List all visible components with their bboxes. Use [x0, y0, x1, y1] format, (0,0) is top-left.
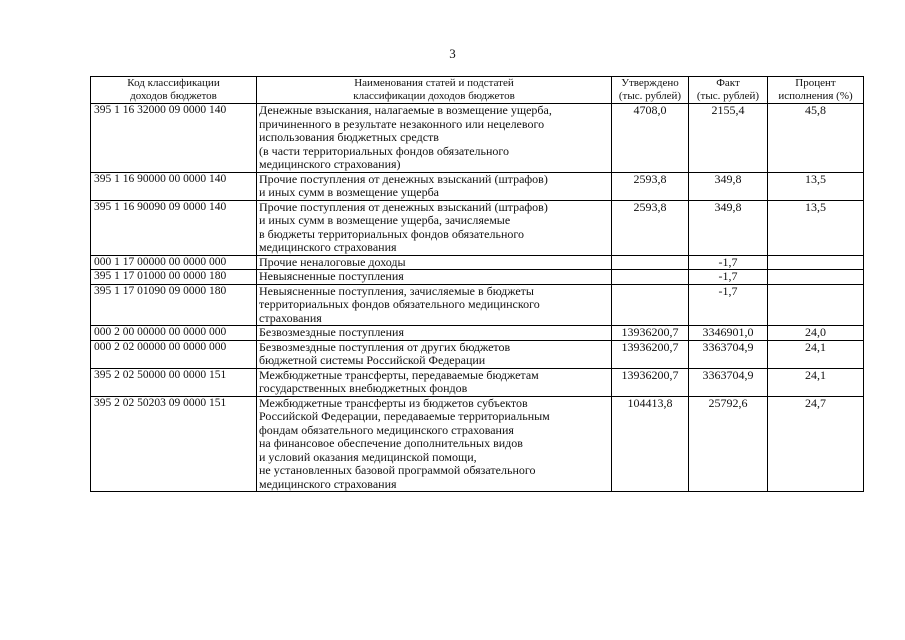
header-fact-line: (тыс. рублей)	[696, 90, 760, 102]
header-fact	[689, 77, 768, 104]
table-row	[91, 340, 864, 368]
cell-name-line: и иных сумм в возмещение ущерба	[259, 185, 439, 199]
cell-name-line: территориальных фондов обязательного медицинского	[259, 297, 540, 311]
cell-name-line: Безвозмездные поступления от других бюджетов	[259, 339, 511, 354]
cell-name-line: бюджетной системы Российской Федерации	[259, 353, 486, 367]
cell-code: 395 1 17 01000 00 0000 180	[91, 270, 257, 285]
cell-approved: 2593,8	[612, 200, 689, 255]
table-row	[91, 200, 864, 255]
table-row	[91, 284, 864, 326]
cell-name-line: и иных сумм в возмещение ущерба, зачисляемые	[259, 213, 511, 227]
cell-name-line: Российской Федерации, передаваемые территориальным	[259, 409, 550, 423]
cell-approved: 4708,0	[612, 104, 689, 173]
cell-approved: 13936200,7	[612, 326, 689, 341]
header-approved	[612, 77, 689, 104]
cell-name-line: и условий оказания медицинской помощи,	[259, 449, 477, 464]
cell-fact: 349,8	[689, 172, 768, 200]
cell-approved: 104413,8	[612, 396, 689, 492]
cell-name	[257, 172, 612, 200]
cell-name	[257, 396, 612, 492]
cell-percent	[768, 255, 864, 270]
header-name-line: Наименования статей и подстатей	[354, 77, 514, 89]
cell-name-line: Прочие поступления от денежных взысканий (штрафов)	[259, 199, 548, 214]
cell-name-line: страхования	[259, 310, 322, 325]
cell-name-line: Невыясненные поступления, зачисляемые в бюджеты	[259, 283, 534, 298]
cell-name-line: государственных внебюджетных фондов	[259, 381, 468, 395]
cell-name-line: в бюджеты территориальных фондов обязательного	[259, 226, 525, 241]
cell-code: 395 1 16 90090 09 0000 140	[91, 200, 257, 255]
cell-name-line: на финансовое обеспечение дополнительных видов	[259, 436, 523, 450]
cell-name	[257, 284, 612, 326]
cell-percent: 24,1	[768, 368, 864, 396]
cell-code: 000 2 00 00000 00 0000 000	[91, 326, 257, 341]
cell-name-line: Межбюджетные трансферты из бюджетов субъектов	[259, 395, 528, 410]
cell-name	[257, 200, 612, 255]
cell-name	[257, 326, 612, 341]
header-name	[257, 77, 612, 104]
header-percent	[768, 77, 864, 104]
header-percent-line: исполнения (%)	[778, 90, 853, 102]
cell-percent	[768, 270, 864, 285]
header-code-line: доходов бюджетов	[130, 90, 217, 102]
header-fact-line: Факт	[716, 77, 740, 89]
cell-approved: 2593,8	[612, 172, 689, 200]
cell-name-line: медицинского страхования)	[259, 157, 401, 171]
table-body	[91, 104, 864, 492]
cell-name-line: Прочие неналоговые доходы	[259, 254, 406, 269]
cell-code: 000 1 17 00000 00 0000 000	[91, 255, 257, 270]
cell-approved	[612, 255, 689, 270]
cell-percent: 45,8	[768, 104, 864, 173]
cell-percent: 13,5	[768, 200, 864, 255]
cell-percent: 24,1	[768, 340, 864, 368]
cell-approved: 13936200,7	[612, 368, 689, 396]
cell-name-line: Невыясненные поступления	[259, 269, 404, 283]
table-row	[91, 270, 864, 285]
cell-percent: 13,5	[768, 172, 864, 200]
header-approved-line: (тыс. рублей)	[618, 90, 682, 102]
cell-name-line: Денежные взыскания, налагаемые в возмещение ущерба,	[259, 103, 552, 117]
cell-code: 395 1 17 01090 09 0000 180	[91, 284, 257, 326]
cell-name-line: медицинского страхования	[259, 240, 397, 254]
cell-approved	[612, 284, 689, 326]
cell-name	[257, 368, 612, 396]
cell-name-line: Безвозмездные поступления	[259, 325, 404, 339]
cell-name-line: медицинского страхования	[259, 476, 397, 491]
header-code-line: Код классификации	[127, 77, 220, 89]
cell-name-line: (в части территориальных фондов обязательного	[259, 143, 510, 158]
cell-fact: 3363704,9	[689, 368, 768, 396]
cell-name-line: не установленных базовой программой обязательного	[259, 463, 536, 477]
cell-fact: -1,7	[689, 270, 768, 285]
cell-code: 395 1 16 32000 09 0000 140	[91, 104, 257, 173]
table-row	[91, 326, 864, 341]
cell-name	[257, 104, 612, 173]
cell-name-line: причиненного в результате незаконного или нецелевого	[259, 116, 545, 131]
cell-fact: 2155,4	[689, 104, 768, 173]
header-code	[91, 77, 257, 104]
cell-name	[257, 255, 612, 270]
table-row	[91, 104, 864, 173]
cell-code: 000 2 02 00000 00 0000 000	[91, 340, 257, 368]
table-row	[91, 255, 864, 270]
cell-percent	[768, 284, 864, 326]
table-row	[91, 396, 864, 492]
cell-name-line: Прочие поступления от денежных взысканий (штрафов)	[259, 171, 548, 186]
cell-fact: 25792,6	[689, 396, 768, 492]
header-name-line: классификации доходов бюджетов	[353, 90, 515, 102]
cell-approved: 13936200,7	[612, 340, 689, 368]
cell-name-line: использования бюджетных средств	[259, 130, 439, 144]
cell-name	[257, 270, 612, 285]
page-number: 3	[449, 46, 456, 61]
cell-name-line: фондам обязательного медицинского страхования	[259, 422, 514, 437]
table-row	[91, 172, 864, 200]
header-approved-line: Утверждено	[621, 77, 679, 89]
budget-revenue-table	[90, 76, 864, 492]
cell-name	[257, 340, 612, 368]
cell-fact: -1,7	[689, 255, 768, 270]
cell-name-line: Межбюджетные трансферты, передаваемые бюджетам	[259, 367, 539, 382]
table-row	[91, 368, 864, 396]
header-percent-line: Процент	[795, 77, 836, 89]
cell-percent: 24,7	[768, 396, 864, 492]
cell-fact: 3363704,9	[689, 340, 768, 368]
cell-code: 395 2 02 50203 09 0000 151	[91, 396, 257, 492]
table-header-row	[91, 77, 864, 104]
cell-code: 395 2 02 50000 00 0000 151	[91, 368, 257, 396]
cell-code: 395 1 16 90000 00 0000 140	[91, 172, 257, 200]
cell-fact: 349,8	[689, 200, 768, 255]
cell-fact: 3346901,0	[689, 326, 768, 341]
cell-percent: 24,0	[768, 326, 864, 341]
cell-approved	[612, 270, 689, 285]
cell-fact: -1,7	[689, 284, 768, 326]
